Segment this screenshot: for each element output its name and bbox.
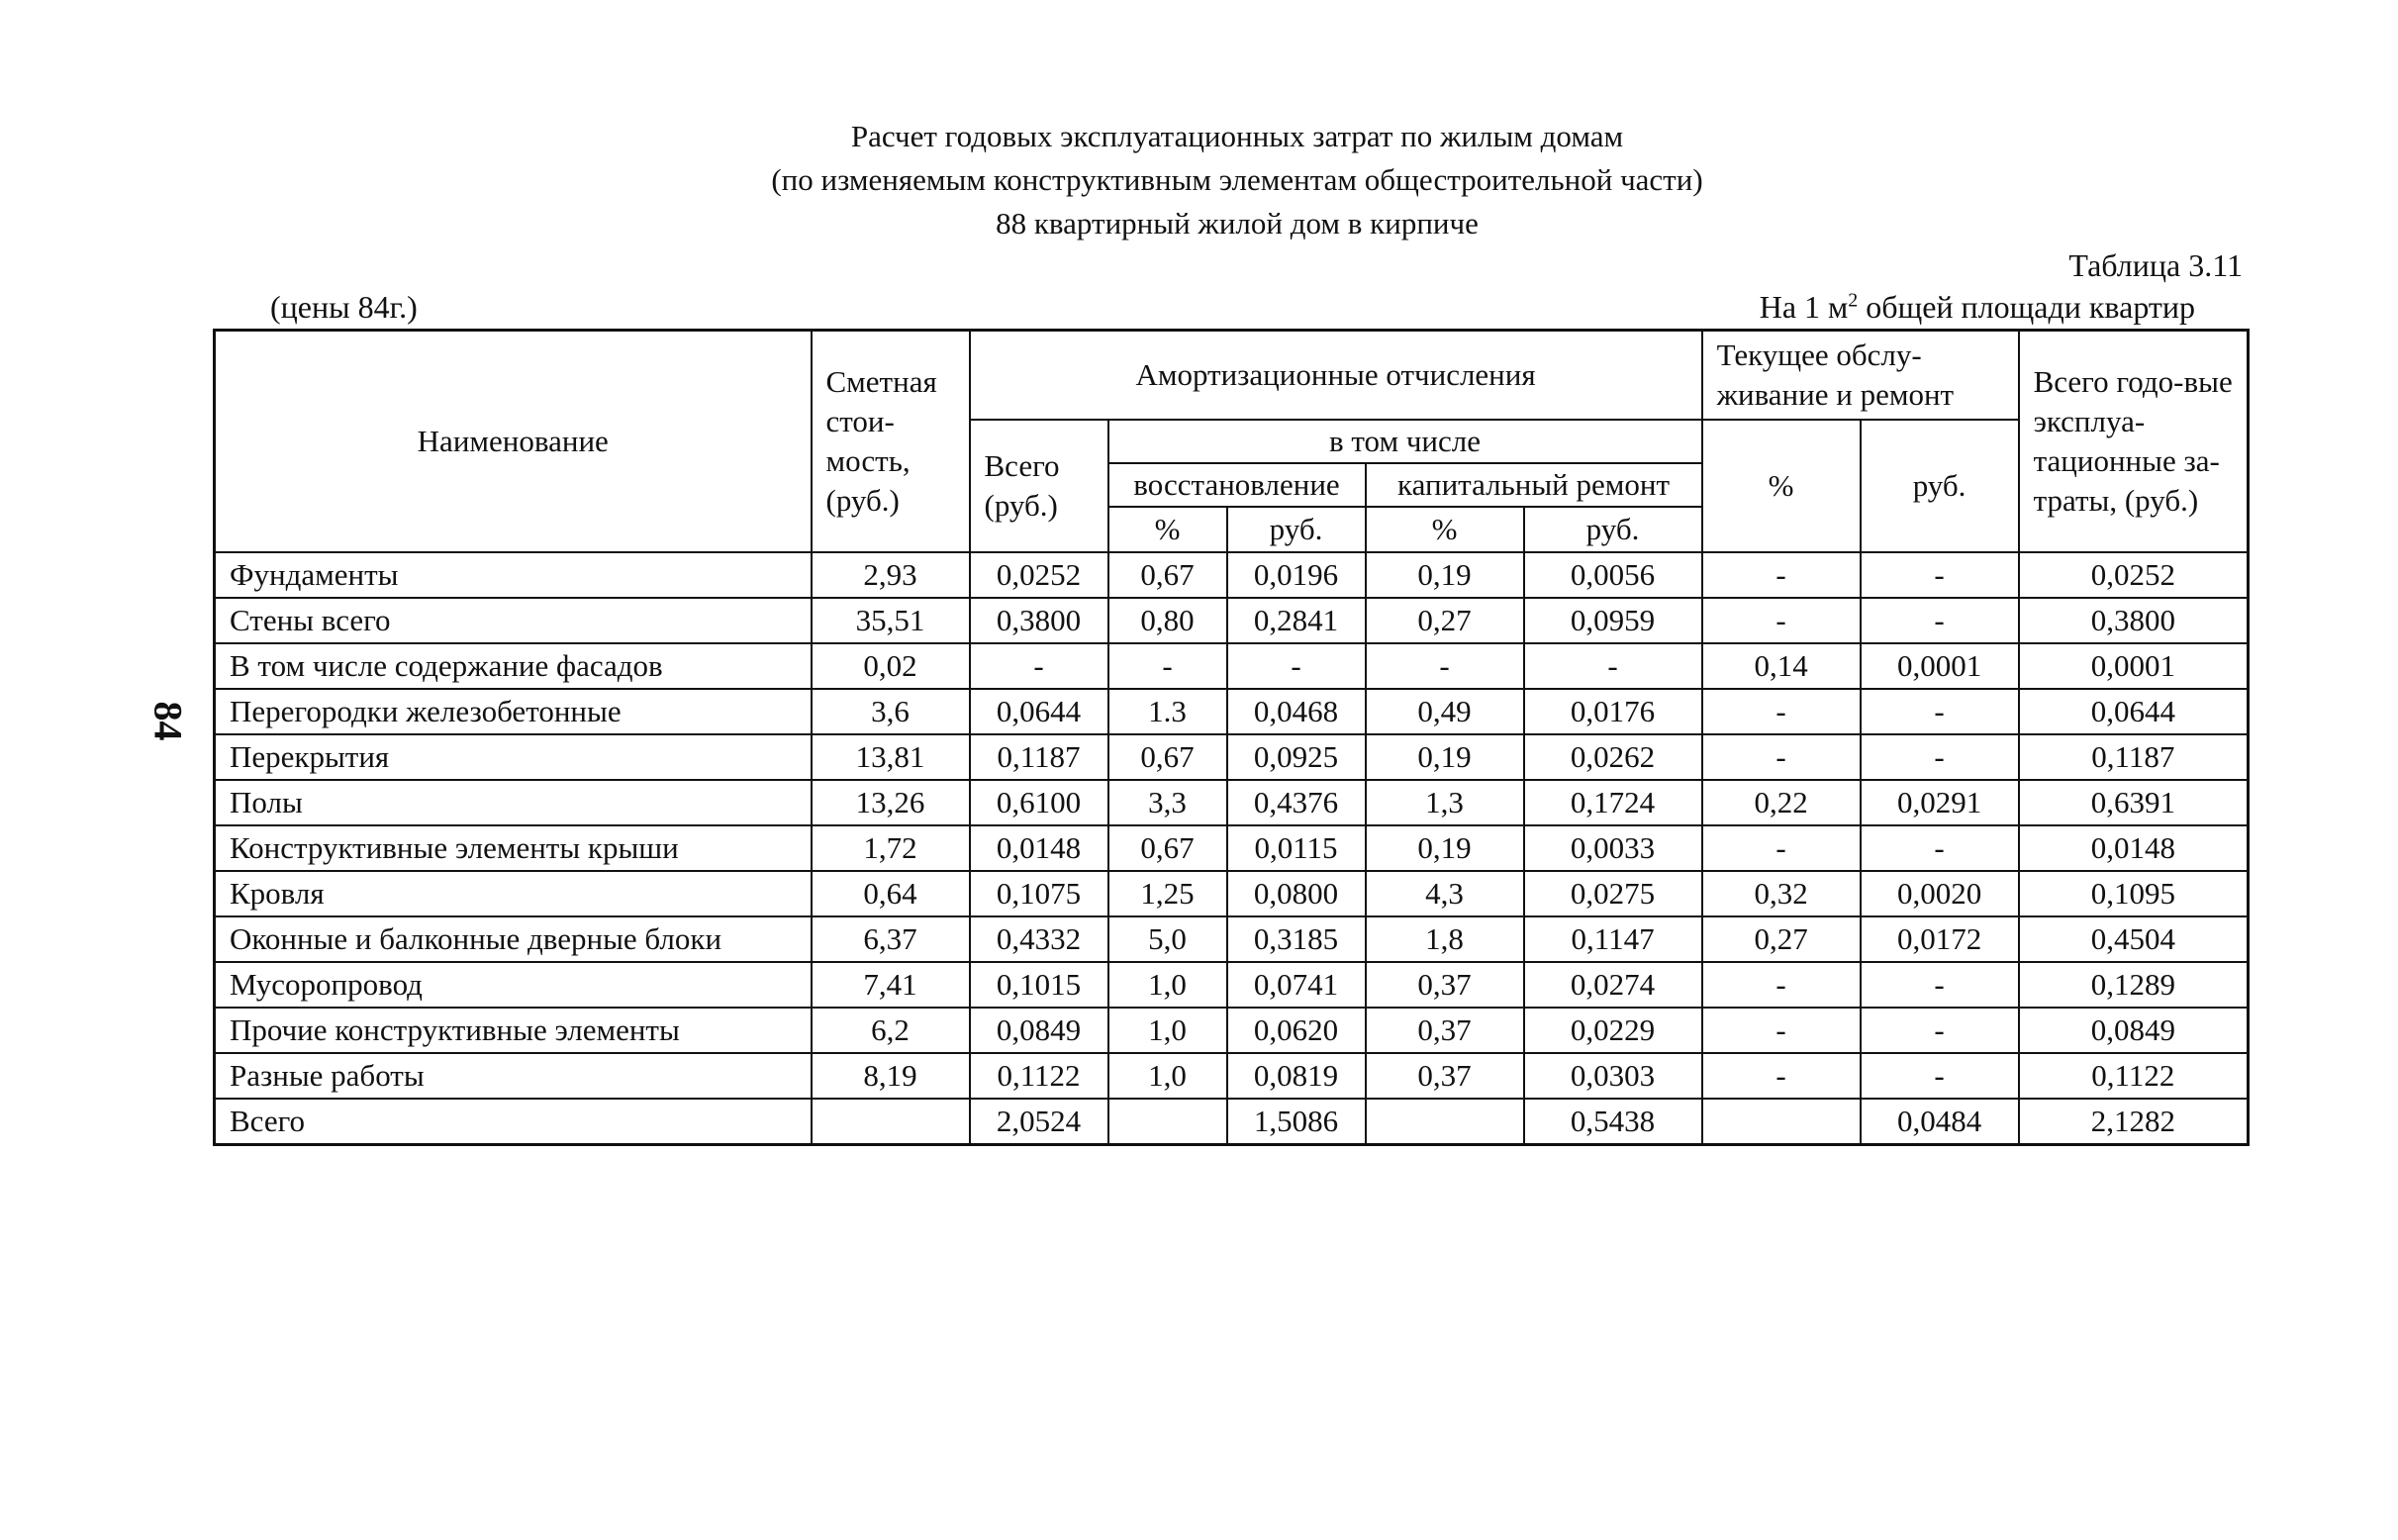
prices-note: (цены 84г.) [270, 289, 418, 325]
cell-maint-pct: - [1702, 689, 1861, 734]
cell-maint-rub: 0,0291 [1861, 780, 2019, 825]
cell-total: 0,0148 [970, 825, 1108, 871]
cell-rest-pct: 1,0 [1108, 1008, 1227, 1053]
cell-annual: 0,1187 [2019, 734, 2249, 780]
cell-cap-pct: 0,37 [1366, 962, 1524, 1008]
header-restoration: восстановление [1108, 463, 1366, 507]
cell-maint-pct: 0,14 [1702, 643, 1861, 689]
cell-total: 0,1122 [970, 1053, 1108, 1099]
cell-maint-rub: - [1861, 734, 2019, 780]
cell-rest-pct: 1,0 [1108, 962, 1227, 1008]
cell-total: 0,0644 [970, 689, 1108, 734]
cell-rest-pct [1108, 1099, 1227, 1145]
title-line-1: Расчет годовых эксплуатационных затрат по жилым домам [850, 119, 1624, 153]
cell-annual: 0,1289 [2019, 962, 2249, 1008]
page-number: 84 [145, 701, 191, 741]
cell-cap-rub: 0,0303 [1524, 1053, 1702, 1099]
cell-total: 0,0849 [970, 1008, 1108, 1053]
title-line-2: (по изменяемым конструктивным элементам общестроительной части) [771, 162, 1703, 197]
cell-rest-rub: 0,0741 [1227, 962, 1366, 1008]
cell-cap-pct: 1,8 [1366, 916, 1524, 962]
title-line-3: 88 квартирный жилой дом в кирпиче [996, 206, 1479, 241]
cell-maint-pct: - [1702, 962, 1861, 1008]
cell-maint-pct: - [1702, 825, 1861, 871]
cell-name: Конструктивные элементы крыши [215, 825, 812, 871]
cell-cost: 13,81 [812, 734, 970, 780]
cell-name: Кровля [215, 871, 812, 916]
cell-maint-pct: 0,32 [1702, 871, 1861, 916]
cell-cap-pct: 0,27 [1366, 598, 1524, 643]
cell-total: 0,1075 [970, 871, 1108, 916]
cell-rest-rub: - [1227, 643, 1366, 689]
cell-cap-rub: 0,0959 [1524, 598, 1702, 643]
cell-rest-rub: 0,0196 [1227, 552, 1366, 598]
table-row [215, 598, 2249, 643]
cell-cap-pct: 1,3 [1366, 780, 1524, 825]
table-body [215, 552, 2249, 1145]
cell-rest-pct: - [1108, 643, 1227, 689]
cell-cost: 7,41 [812, 962, 970, 1008]
header-name: Наименование [215, 331, 812, 552]
cell-total: 0,0252 [970, 552, 1108, 598]
cell-maint-pct: - [1702, 598, 1861, 643]
table-row [215, 552, 2249, 598]
cell-rest-rub: 0,0620 [1227, 1008, 1366, 1053]
table-row [215, 734, 2249, 780]
cell-name: Мусоропровод [215, 962, 812, 1008]
cell-maint-pct: 0,22 [1702, 780, 1861, 825]
header-cap-pct: % [1366, 507, 1524, 552]
cell-cap-pct: 0,19 [1366, 825, 1524, 871]
per-area-rest: общей площади квартир [1858, 289, 2195, 325]
cell-total: 0,3800 [970, 598, 1108, 643]
cell-cap-pct: 4,3 [1366, 871, 1524, 916]
cell-cost: 2,93 [812, 552, 970, 598]
cell-annual: 0,0001 [2019, 643, 2249, 689]
cell-maint-pct: - [1702, 552, 1861, 598]
cell-rest-rub: 1,5086 [1227, 1099, 1366, 1145]
cell-cap-rub: 0,0262 [1524, 734, 1702, 780]
header-amortization: Амортизационные отчисления [970, 331, 1702, 420]
cell-maint-rub: 0,0172 [1861, 916, 2019, 962]
cell-rest-rub: 0,0115 [1227, 825, 1366, 871]
cell-rest-pct: 1,25 [1108, 871, 1227, 916]
per-area-text: На 1 м [1759, 289, 1849, 325]
table-row [215, 962, 2249, 1008]
cell-cap-rub: 0,0056 [1524, 552, 1702, 598]
cell-cap-rub: - [1524, 643, 1702, 689]
cell-rest-pct: 1,0 [1108, 1053, 1227, 1099]
cell-cap-rub: 0,0229 [1524, 1008, 1702, 1053]
table-row [215, 1099, 2249, 1145]
cell-rest-rub: 0,0800 [1227, 871, 1366, 916]
cell-total: 0,1187 [970, 734, 1108, 780]
cell-maint-rub: - [1861, 962, 2019, 1008]
cell-cost: 6,37 [812, 916, 970, 962]
header-including: в том числе [1108, 420, 1702, 463]
cell-total: 0,1015 [970, 962, 1108, 1008]
cell-cost: 6,2 [812, 1008, 970, 1053]
cell-name: Прочие конструктивные элементы [215, 1008, 812, 1053]
cell-rest-pct: 0,80 [1108, 598, 1227, 643]
per-area-sup: 2 [1848, 289, 1859, 312]
cell-rest-pct: 3,3 [1108, 780, 1227, 825]
cell-total: 0,6100 [970, 780, 1108, 825]
cell-annual: 0,4504 [2019, 916, 2249, 962]
table-row [215, 825, 2249, 871]
cell-name: Перекрытия [215, 734, 812, 780]
cell-name: Полы [215, 780, 812, 825]
cell-rest-pct: 0,67 [1108, 825, 1227, 871]
cell-cap-rub: 0,5438 [1524, 1099, 1702, 1145]
table-row [215, 780, 2249, 825]
cell-maint-rub: - [1861, 1053, 2019, 1099]
cell-cost: 0,64 [812, 871, 970, 916]
cell-cap-rub: 0,0274 [1524, 962, 1702, 1008]
cell-annual: 0,1095 [2019, 871, 2249, 916]
cell-name: В том числе содержание фасадов [215, 643, 812, 689]
cell-name: Стены всего [215, 598, 812, 643]
cell-annual: 0,6391 [2019, 780, 2249, 825]
cell-total: 0,4332 [970, 916, 1108, 962]
cell-cap-pct: 0,37 [1366, 1008, 1524, 1053]
cell-cap-pct: - [1366, 643, 1524, 689]
cell-name: Фундаменты [215, 552, 812, 598]
cell-rest-rub: 0,0819 [1227, 1053, 1366, 1099]
cell-rest-rub: 0,4376 [1227, 780, 1366, 825]
header-cap-rub: руб. [1524, 507, 1702, 552]
header-rest-rub: руб. [1227, 507, 1366, 552]
table-row [215, 871, 2249, 916]
cell-cost [812, 1099, 970, 1145]
cell-cost: 35,51 [812, 598, 970, 643]
header-annual-total: Всего годо-вые эксплуа-тационные за-траты, (руб.) [2019, 331, 2249, 552]
header-capital-repair: капитальный ремонт [1366, 463, 1702, 507]
cell-cap-rub: 0,0176 [1524, 689, 1702, 734]
cell-maint-rub: - [1861, 825, 2019, 871]
cell-rest-rub: 0,0925 [1227, 734, 1366, 780]
cell-rest-pct: 1.3 [1108, 689, 1227, 734]
per-area-note [1760, 289, 2195, 326]
cell-annual: 0,3800 [2019, 598, 2249, 643]
cell-maint-rub: 0,0001 [1861, 643, 2019, 689]
cell-maint-pct [1702, 1099, 1861, 1145]
table-row [215, 689, 2249, 734]
cell-maint-rub: - [1861, 598, 2019, 643]
cell-name: Всего [215, 1099, 812, 1145]
header-maint-rub: руб. [1861, 420, 2019, 552]
cell-name: Перегородки железобетонные [215, 689, 812, 734]
header-maint-pct: % [1702, 420, 1861, 552]
cell-total: - [970, 643, 1108, 689]
cell-maint-pct: - [1702, 1008, 1861, 1053]
cell-maint-rub: - [1861, 1008, 2019, 1053]
header-cost: Сметная стои-мость, (руб.) [812, 331, 970, 552]
cell-rest-pct: 5,0 [1108, 916, 1227, 962]
cell-annual: 0,0252 [2019, 552, 2249, 598]
table-row [215, 1053, 2249, 1099]
cell-cost: 3,6 [812, 689, 970, 734]
cell-rest-rub: 0,2841 [1227, 598, 1366, 643]
cell-maint-pct: - [1702, 1053, 1861, 1099]
cell-cost: 13,26 [812, 780, 970, 825]
cell-annual: 0,0644 [2019, 689, 2249, 734]
cell-rest-rub: 0,0468 [1227, 689, 1366, 734]
cell-cost: 1,72 [812, 825, 970, 871]
cell-annual: 2,1282 [2019, 1099, 2249, 1145]
cell-name: Оконные и балконные дверные блоки [215, 916, 812, 962]
table-row [215, 643, 2249, 689]
cell-rest-pct: 0,67 [1108, 552, 1227, 598]
cell-cap-rub: 0,0275 [1524, 871, 1702, 916]
cost-table [213, 329, 2250, 1146]
cell-cap-pct [1366, 1099, 1524, 1145]
cell-cap-rub: 0,0033 [1524, 825, 1702, 871]
cell-maint-pct: 0,27 [1702, 916, 1861, 962]
table-row [215, 1008, 2249, 1053]
cell-maint-rub: - [1861, 552, 2019, 598]
cell-rest-pct: 0,67 [1108, 734, 1227, 780]
cell-annual: 0,1122 [2019, 1053, 2249, 1099]
cell-cap-rub: 0,1724 [1524, 780, 1702, 825]
cell-cost: 0,02 [812, 643, 970, 689]
cell-annual: 0,0849 [2019, 1008, 2249, 1053]
cell-cap-pct: 0,37 [1366, 1053, 1524, 1099]
cell-maint-rub: - [1861, 689, 2019, 734]
cell-total: 2,0524 [970, 1099, 1108, 1145]
cell-maint-rub: 0,0484 [1861, 1099, 2019, 1145]
cell-cap-rub: 0,1147 [1524, 916, 1702, 962]
header-maintenance: Текущее обслу-живание и ремонт [1702, 331, 2019, 420]
header-total-rub: Всего (руб.) [970, 420, 1108, 552]
table-row [215, 916, 2249, 962]
cell-maint-rub: 0,0020 [1861, 871, 2019, 916]
header-rest-pct: % [1108, 507, 1227, 552]
cell-annual: 0,0148 [2019, 825, 2249, 871]
cell-cap-pct: 0,19 [1366, 734, 1524, 780]
cell-name: Разные работы [215, 1053, 812, 1099]
cell-cap-pct: 0,49 [1366, 689, 1524, 734]
cell-cost: 8,19 [812, 1053, 970, 1099]
table-number: Таблица 3.11 [2068, 247, 2243, 283]
cell-cap-pct: 0,19 [1366, 552, 1524, 598]
cell-maint-pct: - [1702, 734, 1861, 780]
cell-rest-rub: 0,3185 [1227, 916, 1366, 962]
